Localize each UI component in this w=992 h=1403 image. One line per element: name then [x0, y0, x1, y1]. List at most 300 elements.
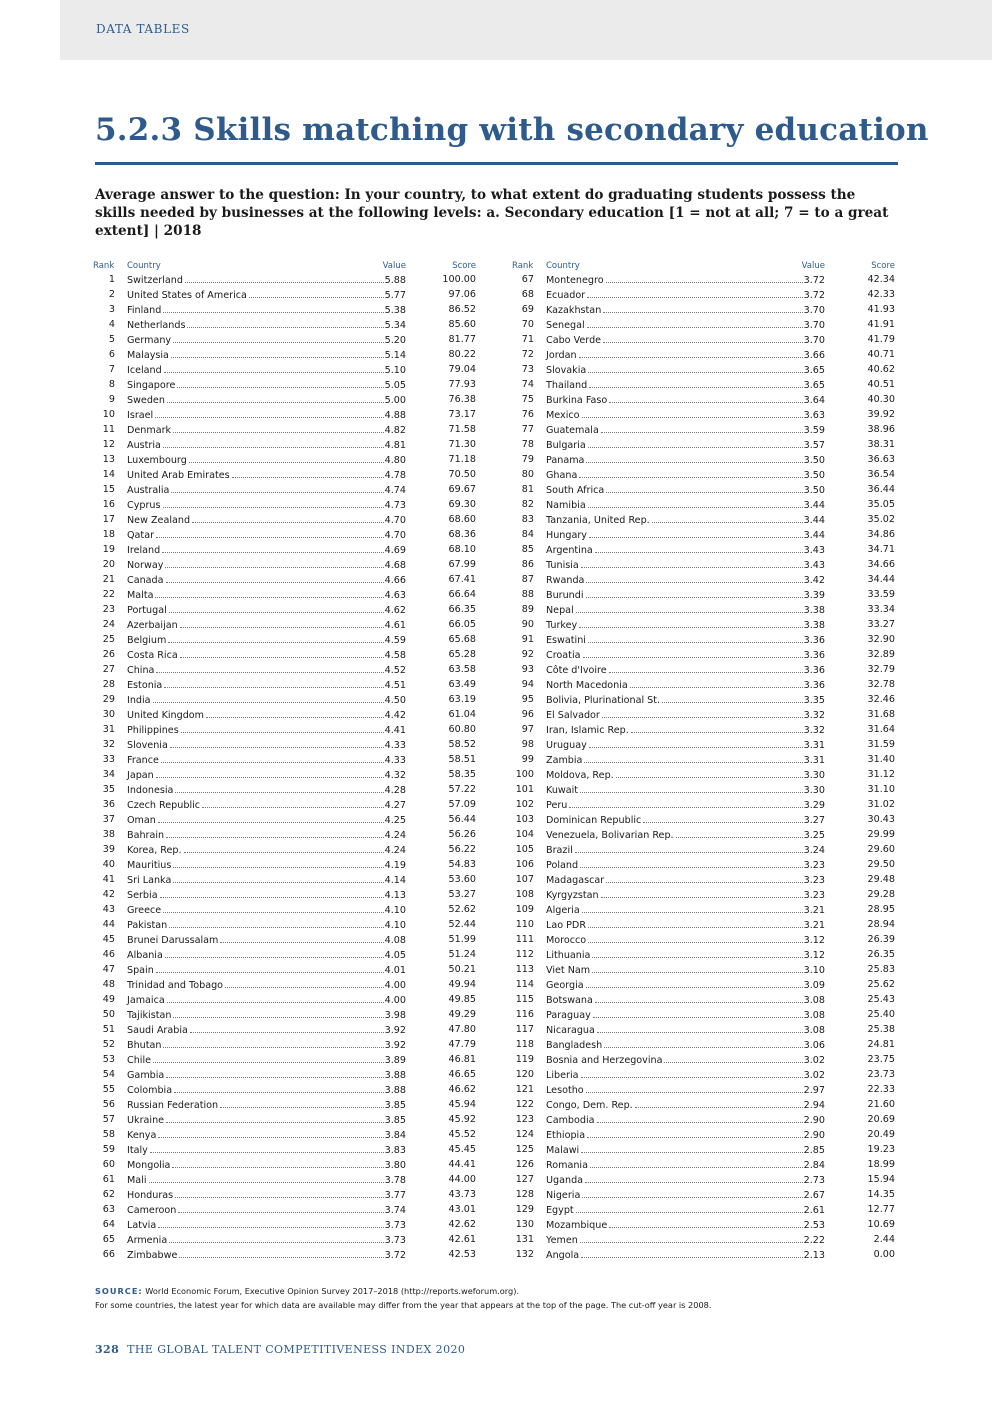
- country-cell: Belgium: [127, 635, 167, 646]
- country-value-group: [546, 722, 825, 738]
- value-cell: 3.72: [803, 275, 825, 286]
- dot-leader: [164, 362, 384, 373]
- value-cell: 2.67: [803, 1190, 825, 1201]
- page-footer: [95, 1343, 465, 1356]
- dot-leader: [173, 332, 384, 343]
- value-cell: 5.14: [384, 350, 406, 361]
- value-cell: 3.32: [803, 710, 825, 721]
- score-cell: 31.12: [867, 769, 895, 780]
- dot-leader: [165, 557, 383, 568]
- rank-cell: 84: [521, 529, 534, 540]
- score-cell: 47.80: [448, 1024, 476, 1035]
- rank-cell: 34: [102, 769, 115, 780]
- table-row: [93, 467, 476, 482]
- country-cell: Malaysia: [127, 350, 169, 361]
- country-cell: Philippines: [127, 725, 179, 736]
- value-cell: 3.43: [803, 560, 825, 571]
- score-cell: 31.64: [867, 724, 895, 735]
- dot-leader: [158, 1127, 383, 1138]
- score-cell: 60.80: [448, 724, 476, 735]
- dot-leader: [160, 887, 384, 898]
- dot-leader: [579, 467, 802, 478]
- country-cell: Zambia: [546, 755, 583, 766]
- dot-leader: [597, 1112, 803, 1123]
- dot-leader: [601, 422, 803, 433]
- dot-leader: [579, 617, 802, 628]
- table-row: [512, 1112, 895, 1127]
- rank-cell: 118: [515, 1039, 534, 1050]
- country-value-group: [546, 692, 825, 708]
- country-cell: Georgia: [546, 980, 584, 991]
- table-row: [93, 302, 476, 317]
- dot-leader: [589, 527, 803, 538]
- country-value-group: [546, 812, 825, 828]
- score-cell: 25.62: [867, 979, 895, 990]
- score-cell: 86.52: [448, 304, 476, 315]
- country-cell: Mongolia: [127, 1160, 171, 1171]
- country-cell: Serbia: [127, 890, 158, 901]
- country-value-group: [546, 377, 825, 393]
- value-cell: 4.78: [384, 470, 406, 481]
- dot-leader: [150, 1142, 384, 1153]
- dot-leader: [156, 662, 383, 673]
- table-row: [93, 437, 476, 452]
- country-value-group: [127, 557, 406, 573]
- score-cell: 29.28: [867, 889, 895, 900]
- country-value-group: [546, 602, 825, 618]
- dot-leader: [616, 767, 803, 778]
- table-row: [93, 767, 476, 782]
- score-cell: 63.19: [448, 694, 476, 705]
- value-cell: 3.43: [803, 545, 825, 556]
- dot-leader: [581, 1142, 802, 1153]
- table-row: [512, 902, 895, 917]
- dot-leader: [662, 692, 803, 703]
- table-row: [512, 767, 895, 782]
- score-cell: 43.73: [448, 1189, 476, 1200]
- table-row: [93, 977, 476, 992]
- country-value-group: [127, 977, 406, 993]
- value-cell: 3.88: [384, 1085, 406, 1096]
- dot-leader: [232, 467, 384, 478]
- rank-cell: 18: [102, 529, 115, 540]
- value-cell: 3.08: [803, 1025, 825, 1036]
- dot-leader: [149, 1172, 384, 1183]
- rank-cell: 87: [521, 574, 534, 585]
- dot-leader: [595, 542, 803, 553]
- country-value-group: [546, 962, 825, 978]
- dot-leader: [167, 392, 384, 403]
- rank-cell: 105: [515, 844, 534, 855]
- dot-leader: [156, 767, 384, 778]
- score-cell: 32.89: [867, 649, 895, 660]
- rank-cell: 70: [521, 319, 534, 330]
- table-row: [512, 812, 895, 827]
- rank-cell: 56: [102, 1099, 115, 1110]
- score-cell: 38.31: [867, 439, 895, 450]
- value-cell: 5.34: [384, 320, 406, 331]
- value-cell: 3.39: [803, 590, 825, 601]
- table-row: [93, 1157, 476, 1172]
- rank-cell: 95: [521, 694, 534, 705]
- table-row: [93, 587, 476, 602]
- table-row: [512, 1127, 895, 1142]
- value-cell: 3.65: [803, 365, 825, 376]
- value-cell: 4.63: [384, 590, 406, 601]
- country-value-group: [127, 962, 406, 978]
- value-cell: 4.50: [384, 695, 406, 706]
- score-cell: 22.33: [867, 1084, 895, 1095]
- table-row: [512, 782, 895, 797]
- dot-leader: [166, 1067, 383, 1078]
- table-row: [512, 662, 895, 677]
- dot-leader: [169, 917, 383, 928]
- dot-leader: [581, 1247, 802, 1258]
- score-cell: 68.36: [448, 529, 476, 540]
- dot-leader: [163, 497, 384, 508]
- score-cell: 71.18: [448, 454, 476, 465]
- value-cell: 3.77: [384, 1190, 406, 1201]
- rank-cell: 51: [102, 1024, 115, 1035]
- country-cell: Slovakia: [546, 365, 587, 376]
- country-cell: Mexico: [546, 410, 580, 421]
- dot-leader: [588, 932, 802, 943]
- country-cell: Hungary: [546, 530, 587, 541]
- source-text: World Economic Forum, Executive Opinion Survey 2017–2018 (http://reports.weforum.org).: [145, 1286, 519, 1296]
- value-cell: 3.80: [384, 1160, 406, 1171]
- value-cell: 5.77: [384, 290, 406, 301]
- country-cell: Latvia: [127, 1220, 157, 1231]
- table-row: [93, 752, 476, 767]
- dot-leader: [190, 1022, 384, 1033]
- value-cell: 4.27: [384, 800, 406, 811]
- score-cell: 40.62: [867, 364, 895, 375]
- country-cell: Cameroon: [127, 1205, 177, 1216]
- table-row: [93, 887, 476, 902]
- dot-leader: [579, 347, 803, 358]
- score-cell: 41.79: [867, 334, 895, 345]
- country-value-group: [127, 827, 406, 843]
- country-cell: Kuwait: [546, 785, 579, 796]
- country-cell: Costa Rica: [127, 650, 178, 661]
- table-row: [512, 272, 895, 287]
- country-value-group: [127, 1217, 406, 1233]
- score-cell: 70.50: [448, 469, 476, 480]
- score-cell: 51.24: [448, 949, 476, 960]
- value-cell: 3.23: [803, 875, 825, 886]
- score-cell: 34.66: [867, 559, 895, 570]
- dot-leader: [173, 857, 383, 868]
- table-row: [93, 1142, 476, 1157]
- table-row: [512, 332, 895, 347]
- country-value-group: [127, 422, 406, 438]
- country-cell: Eswatini: [546, 635, 586, 646]
- score-cell: 81.77: [448, 334, 476, 345]
- dot-leader: [582, 1187, 802, 1198]
- table-row: [512, 317, 895, 332]
- country-value-group: [546, 752, 825, 768]
- country-cell: United Arab Emirates: [127, 470, 230, 481]
- table-row: [93, 602, 476, 617]
- rank-cell: 37: [102, 814, 115, 825]
- dot-leader: [165, 947, 384, 958]
- country-cell: Uruguay: [546, 740, 587, 751]
- score-cell: 65.28: [448, 649, 476, 660]
- table-row: [93, 1187, 476, 1202]
- value-cell: 3.85: [384, 1115, 406, 1126]
- score-cell: 28.95: [867, 904, 895, 915]
- value-cell: 2.94: [803, 1100, 825, 1111]
- country-value-group: [127, 692, 406, 708]
- dot-leader: [588, 437, 803, 448]
- table-row: [93, 1217, 476, 1232]
- value-cell: 3.29: [803, 800, 825, 811]
- country-cell: Thailand: [546, 380, 588, 391]
- rank-cell: 72: [521, 349, 534, 360]
- value-cell: 4.70: [384, 515, 406, 526]
- value-cell: 3.31: [803, 740, 825, 751]
- country-value-group: [546, 587, 825, 603]
- title-divider: [95, 162, 898, 165]
- score-cell: 69.67: [448, 484, 476, 495]
- rank-cell: 41: [102, 874, 115, 885]
- dot-leader: [576, 1202, 803, 1213]
- score-cell: 29.99: [867, 829, 895, 840]
- score-cell: 47.79: [448, 1039, 476, 1050]
- table-row: [512, 1172, 895, 1187]
- table-row: [93, 632, 476, 647]
- value-cell: 3.23: [803, 890, 825, 901]
- country-value-group: [127, 407, 406, 423]
- value-cell: 3.44: [803, 500, 825, 511]
- country-value-group: [127, 1232, 406, 1248]
- score-cell: 42.53: [448, 1249, 476, 1260]
- country-cell: Saudi Arabia: [127, 1025, 188, 1036]
- rank-cell: 63: [102, 1204, 115, 1215]
- score-cell: 0.00: [873, 1249, 895, 1260]
- country-value-group: [546, 632, 825, 648]
- country-cell: Lithuania: [546, 950, 591, 961]
- country-cell: Italy: [127, 1145, 148, 1156]
- country-value-group: [127, 857, 406, 873]
- rank-cell: 68: [521, 289, 534, 300]
- dot-leader: [184, 842, 384, 853]
- country-value-group: [127, 677, 406, 693]
- rank-cell: 60: [102, 1159, 115, 1170]
- country-value-group: [127, 347, 406, 363]
- score-cell: 68.60: [448, 514, 476, 525]
- country-value-group: [127, 482, 406, 498]
- score-cell: 34.86: [867, 529, 895, 540]
- value-cell: 4.82: [384, 425, 406, 436]
- value-cell: 3.35: [803, 695, 825, 706]
- country-value-group: [546, 767, 825, 783]
- rank-cell: 45: [102, 934, 115, 945]
- value-cell: 3.84: [384, 1130, 406, 1141]
- rank-cell: 107: [515, 874, 534, 885]
- country-cell: Nigeria: [546, 1190, 581, 1201]
- value-cell: 2.53: [803, 1220, 825, 1231]
- score-cell: 56.44: [448, 814, 476, 825]
- value-cell: 4.81: [384, 440, 406, 451]
- rank-cell: 98: [521, 739, 534, 750]
- dot-leader: [602, 707, 803, 718]
- value-cell: 3.21: [803, 905, 825, 916]
- country-value-group: [127, 872, 406, 888]
- table-row: [93, 617, 476, 632]
- country-value-group: [546, 677, 825, 693]
- value-cell: 2.90: [803, 1130, 825, 1141]
- country-value-group: [127, 1157, 406, 1173]
- score-cell: 71.58: [448, 424, 476, 435]
- rank-cell: 89: [521, 604, 534, 615]
- value-cell: 3.72: [384, 1250, 406, 1261]
- rank-cell: 3: [108, 304, 115, 315]
- dot-leader: [162, 542, 383, 553]
- country-cell: Austria: [127, 440, 161, 451]
- rank-cell: 103: [515, 814, 534, 825]
- score-cell: 66.64: [448, 589, 476, 600]
- country-value-group: [127, 527, 406, 543]
- dot-leader: [175, 782, 383, 793]
- table-row: [93, 392, 476, 407]
- score-cell: 45.52: [448, 1129, 476, 1140]
- rank-cell: 32: [102, 739, 115, 750]
- rank-cell: 19: [102, 544, 115, 555]
- value-cell: 3.89: [384, 1055, 406, 1066]
- rank-cell: 8: [108, 379, 115, 390]
- dot-leader: [588, 632, 803, 643]
- country-cell: Malawi: [546, 1145, 580, 1156]
- country-value-group: [546, 272, 825, 288]
- rank-cell: 112: [515, 949, 534, 960]
- dot-leader: [174, 1082, 384, 1093]
- table-row: [512, 572, 895, 587]
- score-cell: 40.51: [867, 379, 895, 390]
- rank-cell: 22: [102, 589, 115, 600]
- country-cell: Kyrgyzstan: [546, 890, 599, 901]
- rank-cell: 25: [102, 634, 115, 645]
- score-cell: 40.71: [867, 349, 895, 360]
- country-value-group: [546, 542, 825, 558]
- table-row: [93, 692, 476, 707]
- page-title: 5.2.3 Skills matching with secondary education: [95, 112, 929, 148]
- country-value-group: [127, 272, 406, 288]
- table-row: [93, 1172, 476, 1187]
- country-cell: Oman: [127, 815, 156, 826]
- dot-leader: [171, 347, 384, 358]
- source-label: SOURCE:: [95, 1286, 143, 1296]
- value-cell: 3.64: [803, 395, 825, 406]
- table-row: [93, 407, 476, 422]
- value-cell: 4.00: [384, 980, 406, 991]
- table-row: [93, 377, 476, 392]
- table-row: [93, 917, 476, 932]
- table-row: [93, 902, 476, 917]
- rank-cell: 44: [102, 919, 115, 930]
- country-value-group: [127, 467, 406, 483]
- country-cell: Congo, Dem. Rep.: [546, 1100, 633, 1111]
- country-cell: South Africa: [546, 485, 605, 496]
- table-row: [93, 527, 476, 542]
- score-cell: 44.41: [448, 1159, 476, 1170]
- dot-leader: [163, 902, 383, 913]
- rank-cell: 94: [521, 679, 534, 690]
- country-value-group: [127, 632, 406, 648]
- value-cell: 3.30: [803, 785, 825, 796]
- country-cell: New Zealand: [127, 515, 191, 526]
- rank-cell: 14: [102, 469, 115, 480]
- value-cell: 3.32: [803, 725, 825, 736]
- table-row: [512, 302, 895, 317]
- score-cell: 49.94: [448, 979, 476, 990]
- rank-cell: 17: [102, 514, 115, 525]
- country-value-group: [546, 557, 825, 573]
- rank-cell: 125: [515, 1144, 534, 1155]
- dot-leader: [586, 572, 802, 583]
- dot-leader: [590, 1157, 803, 1168]
- country-cell: Zimbabwe: [127, 1250, 178, 1261]
- rank-cell: 91: [521, 634, 534, 645]
- rank-cell: 4: [108, 319, 115, 330]
- country-value-group: [546, 977, 825, 993]
- score-cell: 69.30: [448, 499, 476, 510]
- country-value-group: [546, 1097, 825, 1113]
- country-value-group: [546, 872, 825, 888]
- dot-leader: [172, 1157, 383, 1168]
- value-cell: 4.00: [384, 995, 406, 1006]
- table-row: [512, 737, 895, 752]
- dot-leader: [664, 1052, 802, 1063]
- table-header: [93, 259, 476, 272]
- score-cell: 28.94: [867, 919, 895, 930]
- table-row: [512, 557, 895, 572]
- value-cell: 3.02: [803, 1070, 825, 1081]
- score-cell: 21.60: [867, 1099, 895, 1110]
- value-cell: 3.73: [384, 1220, 406, 1231]
- score-cell: 39.92: [867, 409, 895, 420]
- country-value-group: [546, 1202, 825, 1218]
- header-value: Value: [801, 261, 825, 271]
- score-cell: 44.00: [448, 1174, 476, 1185]
- rank-cell: 106: [515, 859, 534, 870]
- rank-cell: 99: [521, 754, 534, 765]
- country-cell: Estonia: [127, 680, 163, 691]
- table-row: [93, 497, 476, 512]
- rank-cell: 59: [102, 1144, 115, 1155]
- country-value-group: [127, 602, 406, 618]
- score-cell: 53.27: [448, 889, 476, 900]
- rank-cell: 129: [515, 1204, 534, 1215]
- table-row: [93, 1247, 476, 1262]
- value-cell: 3.08: [803, 1010, 825, 1021]
- country-cell: Bulgaria: [546, 440, 586, 451]
- dot-leader: [171, 482, 383, 493]
- score-cell: 33.34: [867, 604, 895, 615]
- country-value-group: [127, 317, 406, 333]
- value-cell: 3.36: [803, 635, 825, 646]
- score-cell: 58.52: [448, 739, 476, 750]
- country-cell: Cambodia: [546, 1115, 595, 1126]
- score-cell: 31.68: [867, 709, 895, 720]
- country-cell: Cabo Verde: [546, 335, 602, 346]
- score-cell: 26.35: [867, 949, 895, 960]
- country-cell: Indonesia: [127, 785, 174, 796]
- table-row: [512, 827, 895, 842]
- table-row: [93, 782, 476, 797]
- country-value-group: [127, 287, 406, 303]
- country-value-group: [546, 1247, 825, 1263]
